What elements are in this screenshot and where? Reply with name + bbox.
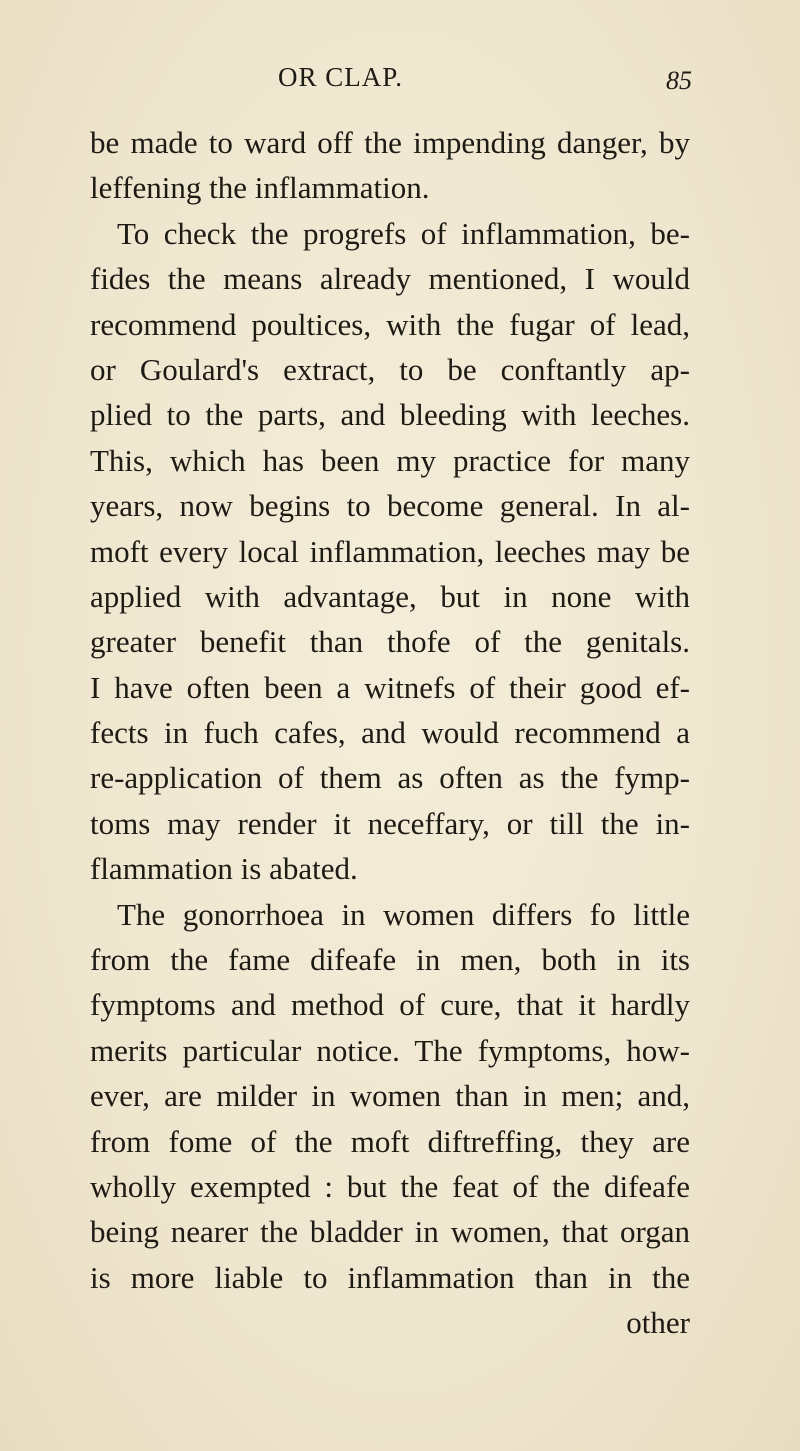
text-line: This, which has been my practice for many (90, 442, 690, 478)
text-line: flammation is abated. (90, 851, 358, 887)
catchword: other (626, 1305, 690, 1341)
text-line: from the fame difeafe in men, both in its (90, 942, 690, 978)
text-line: recommend poultices, with the fugar of lead, (90, 306, 690, 342)
running-head: OR CLAP. (278, 62, 404, 92)
text-line: re-application of them as often as the fymp- (90, 760, 690, 796)
text-line: is more liable to inflammation than in the (90, 1259, 690, 1295)
text-line: being nearer the bladder in women, that organ (90, 1214, 690, 1250)
body-text (90, 120, 690, 1346)
text-line: fides the means already mentioned, I would (90, 261, 690, 297)
text-line: from fome of the moft diftreffing, they are (90, 1123, 690, 1159)
text-line: fects in fuch cafes, and would recommend a (90, 715, 690, 751)
text-line: leffening the inflammation. (90, 170, 430, 206)
text-line: plied to the parts, and bleeding with leeches. (90, 397, 690, 433)
text-line: or Goulard's extract, to be conftantly ap- (90, 351, 690, 387)
text-line: merits particular notice. The fymptoms, how- (90, 1032, 690, 1068)
text-line: applied with advantage, but in none with (90, 578, 690, 614)
text-line: toms may render it neceffary, or till the in- (90, 805, 690, 841)
text-line: wholly exempted : but the feat of the difeafe (90, 1168, 690, 1204)
text-line: To check the progrefs of inflammation, be- (117, 215, 690, 251)
text-line: The gonorrhoea in women differs fo little (117, 896, 690, 932)
text-line: greater benefit than thofe of the genitals. (90, 624, 690, 660)
page-header (0, 62, 800, 102)
text-line: ever, are milder in women than in men; and, (90, 1078, 690, 1114)
text-line: fymptoms and method of cure, that it hardly (90, 987, 690, 1023)
text-line: years, now begins to become general. In al- (90, 488, 690, 524)
page-number: 85 (666, 66, 692, 95)
text-line: moft every local inflammation, leeches may be (90, 533, 690, 569)
text-line: I have often been a witnefs of their good ef- (90, 669, 690, 705)
text-line: be made to ward off the impending danger, by (90, 125, 690, 160)
